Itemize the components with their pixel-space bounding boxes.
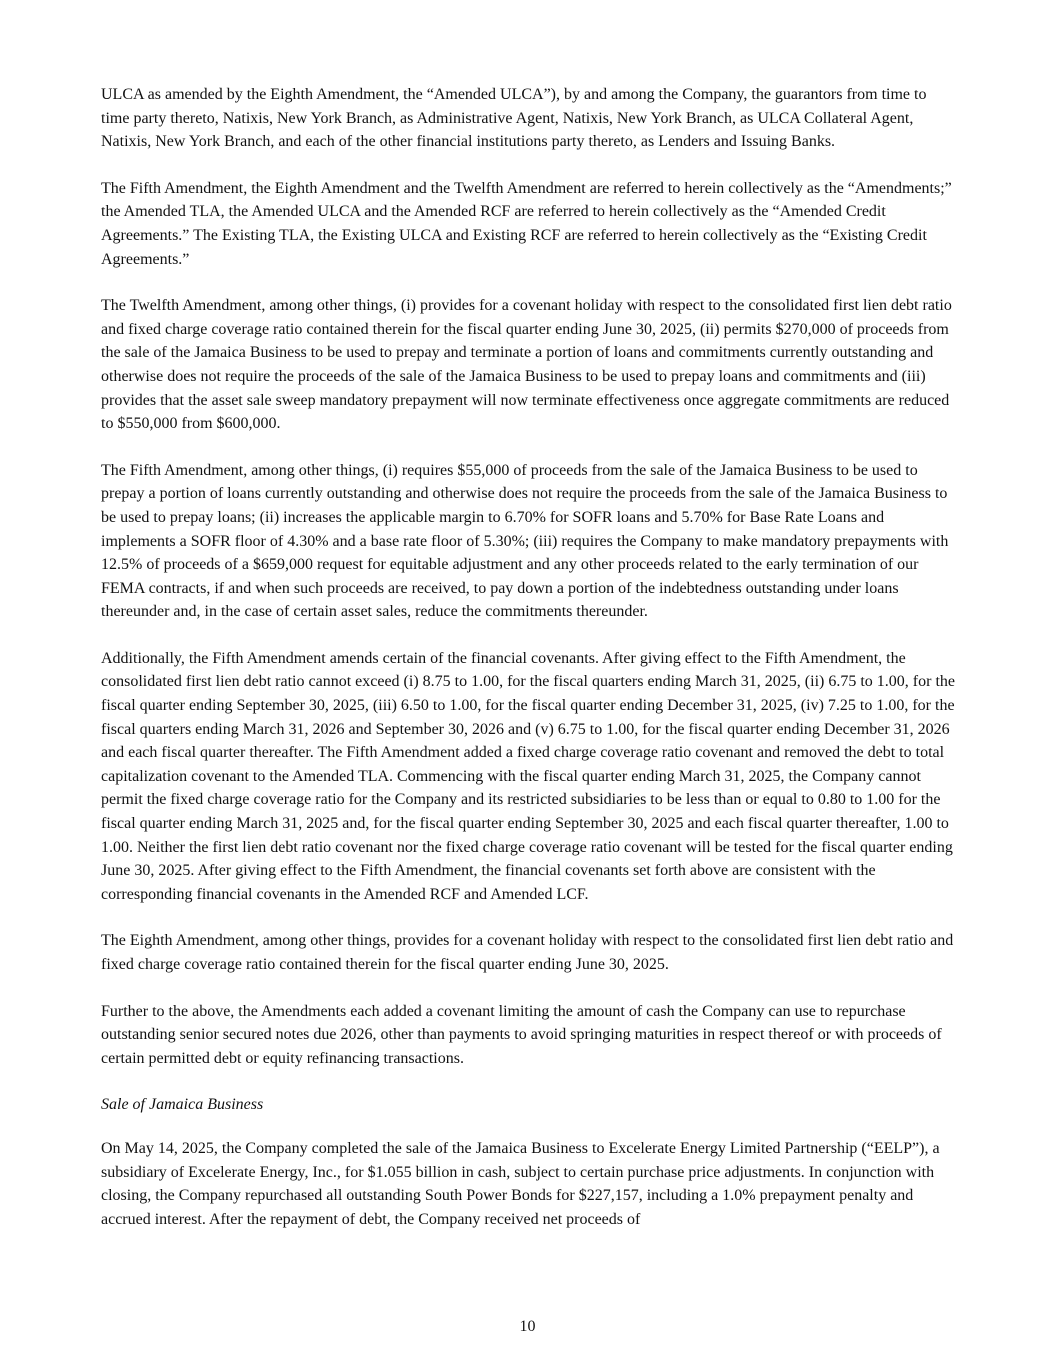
paragraph-amendments-definitions: The Fifth Amendment, the Eighth Amendment and the Twelfth Amendment are referred to herein collectively as the “Amendments;” the Amended TLA, the Amended ULCA and the Amended RCF are referred to herein collectively as the “Amended Credit Agreements.” The Existing TLA, the Existing ULCA and Existing RCF are referred to herein collectively as the “Existing Credit Agreements.” bbox=[101, 179, 952, 268]
paragraph-amended-ulca: ULCA as amended by the Eighth Amendment, the “Amended ULCA”), by and among the Company, the guarantors from time to time party thereto, Natixis, New York Branch, as Administrative Agent, Natixis, New York Branch, as ULCA Collateral Agent, Natixis, New York Branch, and each of the other financial institutions party thereto, as Lenders and Issuing Banks. bbox=[101, 86, 927, 151]
document-page bbox=[101, 83, 957, 1254]
paragraph-sale-of-jamaica: On May 14, 2025, the Company completed the sale of the Jamaica Business to Excelerate Energy Limited Partnership (“EELP”), a subsidiary of Excelerate Energy, Inc., for $1.055 billion in cash, subject to certain purchase price adjustments. In conjunction with closing, the Company repurchased all outstanding South Power Bonds for $227,157, including a 1.0% prepayment penalty and accrued interest. After the repayment of debt, the Company received net proceeds of bbox=[101, 1139, 940, 1228]
paragraph-twelfth-amendment: The Twelfth Amendment, among other things, (i) provides for a covenant holiday with respect to the consolidated first lien debt ratio and fixed charge coverage ratio contained therein for the fiscal quarter ending June 30, 2025, (ii) permits $270,000 of proceeds from the sale of the Jamaica Business to be used to prepay and terminate a portion of loans and commitments currently outstanding and otherwise does not require the proceeds of the sale of the Jamaica Business to be used to prepay loans and commitments and (iii) provides that the asset sale sweep mandatory prepayment will now terminate effectiveness once aggregate commitments are reduced to $550,000 from $600,000. bbox=[101, 297, 952, 433]
paragraph-eighth-amendment: The Eighth Amendment, among other things, provides for a covenant holiday with respect to the consolidated first lien debt ratio and fixed charge coverage ratio contained therein for the fiscal quarter ending June 30, 2025. bbox=[101, 932, 954, 973]
paragraph-cash-covenant: Further to the above, the Amendments each added a covenant limiting the amount of cash the Company can use to repurchase outstanding senior secured notes due 2026, other than payments to avoid springing maturities in respect thereof or with proceeds of certain permitted debt or equity refinancing transactions. bbox=[101, 1002, 942, 1067]
section-heading: Sale of Jamaica Business bbox=[101, 1096, 264, 1114]
paragraph-financial-covenants: Additionally, the Fifth Amendment amends certain of the financial covenants. After giving effect to the Fifth Amendment, the consolidated first lien debt ratio cannot exceed (i) 8.75 to 1.00, for the fiscal quarters ending March 31, 2025, (ii) 6.75 to 1.00, for the fiscal quarter ending September 30, 2025, (iii) 6.50 to 1.00, for the fiscal quarter ending December 31, 2025, (iv) 7.25 to 1.00, for the fiscal quarters ending March 31, 2026 and September 30, 2026 and (v) 6.75 to 1.00, for the fiscal quarter ending December 31, 2026 and each fiscal quarter thereafter. The Fifth Amendment added a fixed charge coverage ratio covenant and removed the debt to total capitalization covenant to the Amended TLA. Commencing with the fiscal quarter ending March 31, 2025, the Company cannot permit the fixed charge coverage ratio for the Company and its restricted subsidiaries to be less than or equal to 0.80 to 1.00 for the fiscal quarter ending March 31, 2025 and, for the fiscal quarter ending September 30, 2025 and each fiscal quarter thereafter, 1.00 to 1.00. Neither the first lien debt ratio covenant nor the fixed charge coverage ratio covenant will be tested for the fiscal quarter ending June 30, 2025. After giving effect to the Fifth Amendment, the financial covenants set forth above are consistent with the corresponding financial covenants in the Amended RCF and Amended LCF. bbox=[101, 649, 955, 903]
page-number: 10 bbox=[519, 1318, 536, 1335]
paragraph-fifth-amendment: The Fifth Amendment, among other things, (i) requires $55,000 of proceeds from the sale of the Jamaica Business to be used to prepay a portion of loans currently outstanding and otherwise does not require the proceeds from the sale of the Jamaica Business to be used to prepay loans; (ii) increases the applicable margin to 6.70% for SOFR loans and 5.70% for Base Rate Loans and implements a SOFR floor of 4.30% and a base rate floor of 5.30%; (iii) requires the Company to make mandatory prepayments with 12.5% of proceeds of a $659,000 request for equitable adjustment and any other proceeds related to the early termination of our FEMA contracts, if and when such proceeds are received, to pay down a portion of the indebtedness outstanding under loans thereunder and, in the case of certain asset sales, reduce the commitments thereunder. bbox=[101, 461, 949, 621]
